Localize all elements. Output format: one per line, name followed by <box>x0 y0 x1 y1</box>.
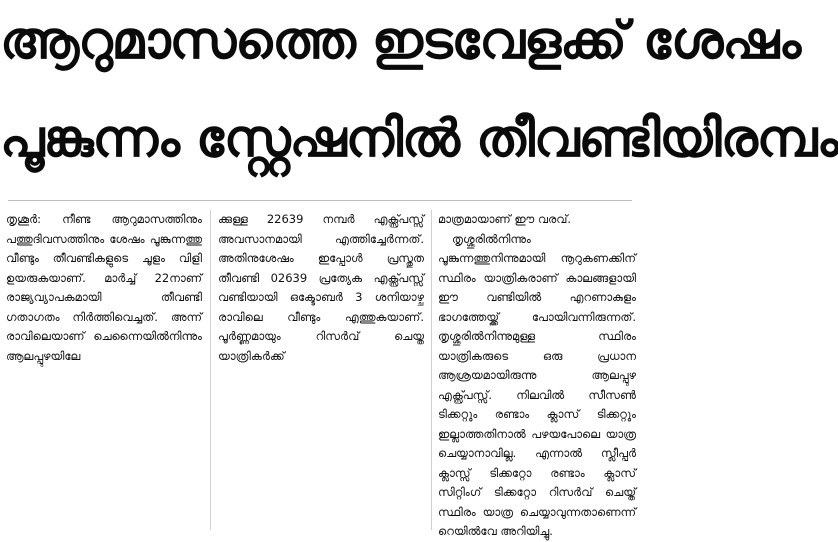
article-paragraph: തൃശ്ശൂരിൽനിന്നും പൂങ്കുന്നത്തുനിന്നുമായി നൂറുകണക്കിന് സ്ഥിരം യാത്രികരാണ് കാലങ്ങളായി ഈ വണ്ടിയിൽ എറണാകുളം ഭാഗത്തേയ്ക്ക് പോയിവന്നിരുന്നത്. തൃശ്ശൂരിൽനിന്നുമുള്ള സ്ഥിരം യാത്രികരുടെ ഒരു പ്രധാന ആശ്രയമായിരുന്നു ആലപ്പുഴ എക്സ്പ്രസ്സ്. നിലവിൽ സീസൺ ടിക്കറ്റും രണ്ടാം ക്ലാസ് ടിക്കറ്റും ഇല്ലാത്തതിനാൽ പഴയപോലെ യാത്ര ചെയ്യാനാവില്ല. എന്നാൽ സ്ലീപ്പർ ക്ലാസ്സ് ടിക്കറ്റോ രണ്ടാം ക്ലാസ് സിറ്റിംഗ് ടിക്കറ്റോ റിസർവ് ചെയ്ത് സ്ഥിരം യാത്ര ചെയ്യാവുന്നതാണെന്ന് റെയിൽവേ അറിയിച്ചു. <box>438 231 636 538</box>
article-paragraph: തൃശൂർ: നീണ്ട ആറുമാസത്തിനും പത്തുദിവസത്തിനും ശേഷം പൂങ്കുന്നത്തു വീണ്ടും തീവണ്ടികളുടെ ചൂളം വിളി ഉയരുകയാണ്. മാർച്ച് 22നാണ് രാജ്യവ്യാപകമായി തീവണ്ടി ഗതാഗതം നിർത്തിവെച്ചത്. അന്ന് രാവിലെയാണ് ചെന്നൈയിൽനിന്നും ആലപ്പുഴയിലേ <box>6 212 202 363</box>
headline-divider <box>8 200 632 201</box>
article-paragraph: മാത്രമായാണ് ഈ വരവ്. <box>438 212 572 226</box>
column-separator <box>210 210 211 530</box>
article-column-1 <box>6 210 202 366</box>
column-separator <box>431 210 432 530</box>
article-column-2 <box>218 210 424 366</box>
headline-line-1: ആറുമാസത്തെ ഇടവേളക്ക് ശേഷം <box>0 11 801 71</box>
article-paragraph: ക്കുള്ള 22639 നമ്പർ എക്സ്പ്രസ്സ് അവസാനമായി എത്തിച്ചേർന്നത്. അതിനുശേഷം ഇപ്പോൾ പ്രസ്തുത തീവണ്ടി 02639 പ്രത്യേക എക്സ്പ്രസ്സ് വണ്ടിയായി ഒക്ടോബർ 3 ശനിയാഴ്ച രാവിലെ വീണ്ടും എത്തുകയാണ്. പൂർണ്ണമായും റിസർവ് ചെയ്ത യാത്രികർക്ക് <box>218 212 424 363</box>
headline-line-2: പൂങ്കുന്നം സ്റ്റേഷനിൽ തീവണ്ടിയിരമ്പം <box>0 109 838 169</box>
article-column-3 <box>438 210 636 542</box>
